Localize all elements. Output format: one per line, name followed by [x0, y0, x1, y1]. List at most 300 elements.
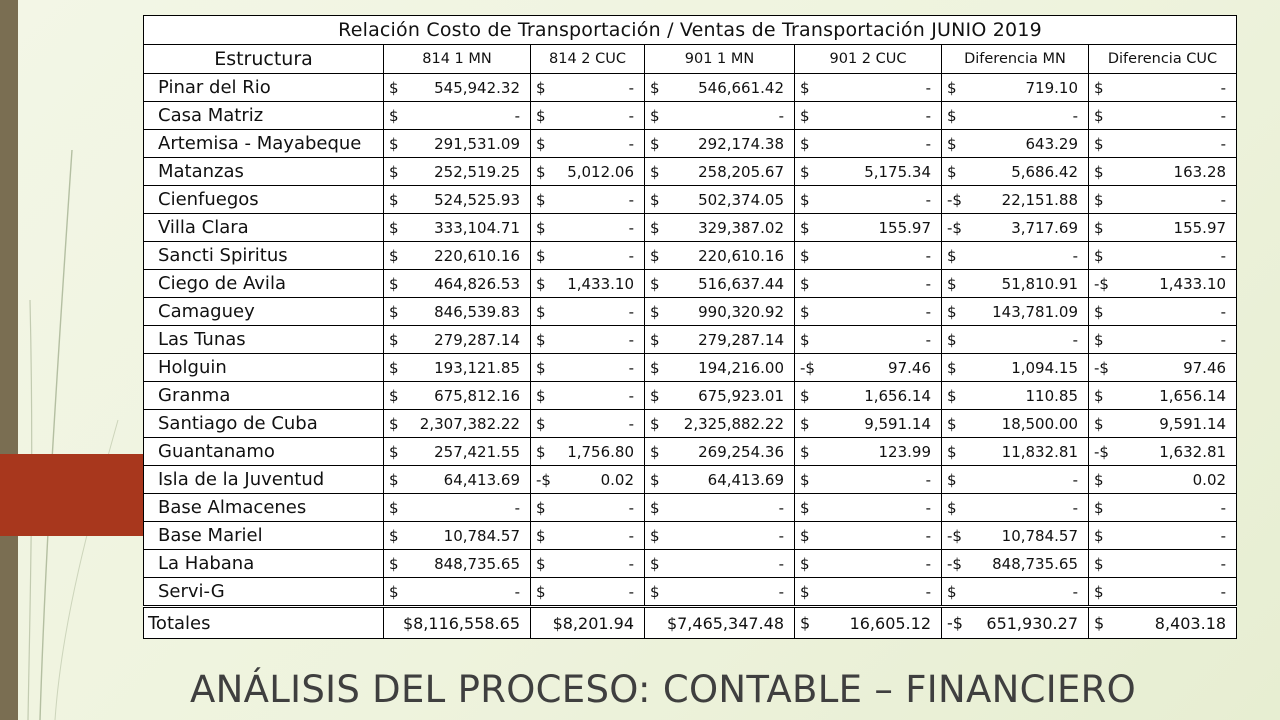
currency-sign: $ — [800, 134, 810, 153]
currency-sign: $ — [1094, 582, 1104, 601]
table-row — [144, 298, 1237, 326]
cell-value: 193,121.85 — [434, 358, 520, 377]
currency-sign: -$ — [536, 470, 551, 489]
currency-sign: -$ — [1094, 274, 1109, 293]
currency-sign: $ — [800, 162, 810, 181]
table-cell — [384, 186, 531, 214]
cell-value: 291,531.09 — [434, 134, 520, 153]
table-cell — [942, 494, 1089, 522]
cell-value: 18,500.00 — [1001, 414, 1078, 433]
column-header: 901 1 MN — [645, 45, 795, 74]
currency-sign: $ — [800, 470, 810, 489]
table-cell — [531, 102, 645, 130]
table-cell — [531, 74, 645, 102]
table-cell — [942, 550, 1089, 578]
currency-sign: $ — [650, 582, 660, 601]
cell-value: 5,686.42 — [1011, 162, 1078, 181]
table-cell — [1089, 494, 1237, 522]
currency-sign: $ — [536, 162, 546, 181]
currency-sign: $ — [1094, 134, 1104, 153]
currency-sign: $ — [800, 526, 810, 545]
table-cell — [384, 410, 531, 438]
table-cell — [645, 494, 795, 522]
total-cell — [942, 607, 1089, 639]
currency-sign: $ — [800, 498, 810, 517]
table-cell — [384, 214, 531, 242]
cell-value: 279,287.14 — [698, 330, 784, 349]
currency-sign: $ — [1094, 78, 1104, 97]
currency-sign: $ — [389, 134, 399, 153]
currency-sign: $ — [650, 218, 660, 237]
currency-sign: $ — [1094, 414, 1104, 433]
table-cell — [531, 298, 645, 326]
cell-value: - — [1220, 498, 1227, 517]
cell-value: - — [1072, 330, 1078, 349]
currency-sign: $ — [1094, 302, 1104, 321]
currency-sign: $ — [389, 190, 399, 209]
row-label: Villa Clara — [144, 214, 384, 242]
row-label: Isla de la Juventud — [144, 466, 384, 494]
table-cell — [942, 242, 1089, 270]
table-cell — [531, 326, 645, 354]
cell-value: 2,325,882.22 — [683, 414, 784, 433]
table-cell — [645, 550, 795, 578]
cell-value: - — [628, 106, 634, 125]
cell-value: 64,413.69 — [443, 470, 520, 489]
table-cell — [1089, 522, 1237, 550]
table-cell — [795, 494, 942, 522]
cell-value: $8,201.94 — [552, 613, 634, 633]
table-cell — [795, 270, 942, 298]
table-cell — [645, 298, 795, 326]
cell-value: - — [1220, 190, 1227, 209]
currency-sign: -$ — [1094, 442, 1109, 461]
cell-value: 1,656.14 — [864, 386, 931, 405]
table-cell — [531, 214, 645, 242]
table-cell — [384, 382, 531, 410]
currency-sign: $ — [947, 246, 957, 265]
currency-sign: $ — [650, 106, 660, 125]
table-cell — [942, 270, 1089, 298]
table-cell — [1089, 102, 1237, 130]
currency-sign: $ — [536, 526, 546, 545]
cell-value: - — [925, 134, 931, 153]
currency-sign: $ — [650, 386, 660, 405]
currency-sign: $ — [947, 330, 957, 349]
table-cell — [645, 466, 795, 494]
table-cell — [531, 158, 645, 186]
currency-sign: $ — [536, 414, 546, 433]
currency-sign: $ — [389, 162, 399, 181]
cell-value: - — [925, 582, 931, 601]
cell-value: 155.97 — [1173, 218, 1227, 237]
table-cell — [1089, 578, 1237, 607]
cell-value: 16,605.12 — [849, 613, 931, 633]
cell-value: 220,610.16 — [698, 246, 784, 265]
currency-sign: -$ — [1094, 358, 1109, 377]
currency-sign: $ — [536, 582, 546, 601]
currency-sign: $ — [800, 613, 811, 633]
cell-value: 22,151.88 — [1001, 190, 1078, 209]
table-cell — [645, 186, 795, 214]
cell-value: 10,784.57 — [443, 526, 520, 545]
cell-value: 123.99 — [878, 442, 931, 461]
currency-sign: -$ — [947, 554, 962, 573]
currency-sign: -$ — [947, 526, 962, 545]
table-cell — [531, 130, 645, 158]
currency-sign: $ — [536, 246, 546, 265]
table-cell — [531, 494, 645, 522]
cell-value: - — [514, 582, 520, 601]
table-row — [144, 466, 1237, 494]
table-cell — [942, 298, 1089, 326]
currency-sign: $ — [800, 106, 810, 125]
table-cell — [942, 466, 1089, 494]
currency-sign: $ — [1094, 330, 1104, 349]
table-cell — [795, 158, 942, 186]
row-label: Santiago de Cuba — [144, 410, 384, 438]
currency-sign: $ — [800, 554, 810, 573]
currency-sign: $ — [947, 358, 957, 377]
currency-sign: $ — [536, 134, 546, 153]
table-cell — [1089, 270, 1237, 298]
cell-value: - — [514, 106, 520, 125]
table-cell — [531, 438, 645, 466]
cell-value: - — [628, 302, 634, 321]
cell-value: - — [628, 526, 634, 545]
table-cell — [1089, 74, 1237, 102]
currency-sign: $ — [800, 330, 810, 349]
currency-sign: $ — [1094, 162, 1104, 181]
table-cell — [795, 382, 942, 410]
cell-value: 292,174.38 — [698, 134, 784, 153]
cell-value: - — [778, 582, 784, 601]
cell-value: - — [628, 190, 634, 209]
currency-sign: $ — [800, 246, 810, 265]
currency-sign: $ — [800, 414, 810, 433]
table-cell — [384, 74, 531, 102]
cell-value: 1,632.81 — [1159, 442, 1227, 461]
cell-value: 194,216.00 — [698, 358, 784, 377]
cell-value: 2,307,382.22 — [419, 414, 520, 433]
cell-value: - — [1220, 330, 1227, 349]
table-cell — [645, 438, 795, 466]
currency-sign: $ — [650, 78, 660, 97]
table-cell — [645, 130, 795, 158]
table-cell — [531, 270, 645, 298]
currency-sign: $ — [389, 274, 399, 293]
totals-label: Totales — [144, 607, 384, 639]
currency-sign: $ — [389, 106, 399, 125]
currency-sign: $ — [650, 246, 660, 265]
table-cell — [942, 326, 1089, 354]
currency-sign: $ — [389, 358, 399, 377]
currency-sign: -$ — [800, 358, 815, 377]
cell-value: - — [1220, 246, 1227, 265]
currency-sign: $ — [800, 190, 810, 209]
table-cell — [942, 354, 1089, 382]
currency-sign: $ — [536, 442, 546, 461]
total-cell — [531, 607, 645, 639]
cell-value: 1,756.80 — [567, 442, 634, 461]
table-header-row — [144, 45, 1237, 74]
table-cell — [1089, 466, 1237, 494]
table-cell — [795, 102, 942, 130]
currency-sign: $ — [536, 78, 546, 97]
cell-value: - — [925, 78, 931, 97]
currency-sign: $ — [536, 498, 546, 517]
currency-sign: $ — [650, 498, 660, 517]
table-cell — [384, 466, 531, 494]
currency-sign: $ — [536, 218, 546, 237]
table-cell — [384, 578, 531, 607]
cell-value: 643.29 — [1025, 134, 1078, 153]
cost-sales-table-wrapper — [143, 15, 1236, 639]
table-row — [144, 578, 1237, 607]
currency-sign: $ — [650, 554, 660, 573]
cell-value: 97.46 — [1183, 358, 1227, 377]
table-cell — [942, 382, 1089, 410]
currency-sign: $ — [947, 274, 957, 293]
table-cell — [942, 74, 1089, 102]
table-cell — [645, 522, 795, 550]
table-cell — [531, 466, 645, 494]
currency-sign: $ — [1094, 554, 1104, 573]
currency-sign: $ — [389, 302, 399, 321]
currency-sign: $ — [389, 498, 399, 517]
cell-value: - — [925, 470, 931, 489]
currency-sign: $ — [947, 498, 957, 517]
table-cell — [795, 438, 942, 466]
cell-value: - — [925, 274, 931, 293]
cell-value: - — [925, 246, 931, 265]
table-cell — [645, 270, 795, 298]
table-cell — [645, 578, 795, 607]
cell-value: - — [628, 554, 634, 573]
currency-sign: $ — [800, 274, 810, 293]
table-cell — [1089, 354, 1237, 382]
table-cell — [384, 102, 531, 130]
total-cell — [1089, 607, 1237, 639]
currency-sign: $ — [1094, 386, 1104, 405]
row-label: Guantanamo — [144, 438, 384, 466]
currency-sign: $ — [650, 274, 660, 293]
table-cell — [795, 410, 942, 438]
cell-value: - — [628, 358, 634, 377]
table-cell — [795, 326, 942, 354]
table-cell — [384, 130, 531, 158]
cell-value: 64,413.69 — [707, 470, 784, 489]
table-row — [144, 438, 1237, 466]
column-header: Diferencia MN — [942, 45, 1089, 74]
total-cell — [384, 607, 531, 639]
cell-value: - — [925, 302, 931, 321]
cell-value: - — [628, 498, 634, 517]
row-label: Base Almacenes — [144, 494, 384, 522]
table-row — [144, 102, 1237, 130]
cell-value: 9,591.14 — [864, 414, 931, 433]
currency-sign: $ — [650, 162, 660, 181]
currency-sign: $ — [389, 526, 399, 545]
row-label: Matanzas — [144, 158, 384, 186]
cell-value: $8,116,558.65 — [402, 613, 520, 633]
currency-sign: $ — [650, 190, 660, 209]
cost-sales-table — [143, 15, 1237, 639]
table-cell — [384, 522, 531, 550]
table-row — [144, 410, 1237, 438]
cell-value: 5,175.34 — [864, 162, 931, 181]
cell-value: 1,433.10 — [1159, 274, 1227, 293]
left-decorative-bar — [0, 0, 18, 720]
currency-sign: $ — [389, 78, 399, 97]
cell-value: 155.97 — [878, 218, 931, 237]
currency-sign: $ — [1094, 470, 1104, 489]
table-cell — [795, 522, 942, 550]
cell-value: - — [925, 190, 931, 209]
currency-sign: $ — [1094, 106, 1104, 125]
table-cell — [645, 158, 795, 186]
table-cell — [942, 522, 1089, 550]
cell-value: 163.28 — [1173, 162, 1227, 181]
row-label: Sancti Spiritus — [144, 242, 384, 270]
table-cell — [795, 130, 942, 158]
table-cell — [942, 130, 1089, 158]
cell-value: 269,254.36 — [698, 442, 784, 461]
table-cell — [795, 74, 942, 102]
currency-sign: -$ — [947, 190, 962, 209]
currency-sign: $ — [650, 358, 660, 377]
table-cell — [1089, 438, 1237, 466]
currency-sign: $ — [800, 442, 810, 461]
table-cell — [1089, 214, 1237, 242]
table-cell — [645, 242, 795, 270]
currency-sign: $ — [650, 330, 660, 349]
cell-value: - — [925, 554, 931, 573]
column-header: Estructura — [144, 45, 384, 74]
currency-sign: $ — [1094, 526, 1104, 545]
table-cell — [942, 158, 1089, 186]
column-header: 901 2 CUC — [795, 45, 942, 74]
cell-value: 51,810.91 — [1001, 274, 1078, 293]
table-cell — [384, 242, 531, 270]
cell-value: - — [925, 498, 931, 517]
table-cell — [1089, 130, 1237, 158]
cell-value: 220,610.16 — [434, 246, 520, 265]
table-cell — [384, 326, 531, 354]
table-cell — [1089, 550, 1237, 578]
table-cell — [531, 382, 645, 410]
cell-value: 1,656.14 — [1159, 386, 1227, 405]
cell-value: - — [514, 498, 520, 517]
table-cell — [645, 382, 795, 410]
row-label: La Habana — [144, 550, 384, 578]
row-label: Casa Matriz — [144, 102, 384, 130]
cell-value: 110.85 — [1025, 386, 1078, 405]
currency-sign: $ — [389, 442, 399, 461]
cell-value: $7,465,347.48 — [666, 613, 784, 633]
cell-value: - — [628, 218, 634, 237]
table-row — [144, 242, 1237, 270]
table-cell — [942, 186, 1089, 214]
table-cell — [645, 326, 795, 354]
cell-value: 464,826.53 — [434, 274, 520, 293]
currency-sign: $ — [1094, 498, 1104, 517]
cell-value: - — [628, 582, 634, 601]
table-cell — [1089, 382, 1237, 410]
currency-sign: $ — [536, 358, 546, 377]
cell-value: - — [628, 78, 634, 97]
cell-value: 9,591.14 — [1159, 414, 1227, 433]
table-cell — [942, 410, 1089, 438]
cell-value: - — [1220, 134, 1227, 153]
table-cell — [942, 214, 1089, 242]
currency-sign: $ — [536, 554, 546, 573]
currency-sign: -$ — [947, 613, 963, 633]
table-row — [144, 326, 1237, 354]
currency-sign: $ — [389, 470, 399, 489]
table-cell — [795, 354, 942, 382]
cell-value: 279,287.14 — [434, 330, 520, 349]
currency-sign: $ — [536, 330, 546, 349]
currency-sign: $ — [947, 386, 957, 405]
cell-value: 1,433.10 — [567, 274, 634, 293]
table-cell — [942, 102, 1089, 130]
table-cell — [384, 354, 531, 382]
table-cell — [531, 242, 645, 270]
row-label: Base Mariel — [144, 522, 384, 550]
cell-value: - — [1220, 554, 1227, 573]
cell-value: 524,525.93 — [434, 190, 520, 209]
currency-sign: $ — [389, 218, 399, 237]
currency-sign: $ — [389, 554, 399, 573]
table-row — [144, 270, 1237, 298]
currency-sign: $ — [536, 386, 546, 405]
row-label: Las Tunas — [144, 326, 384, 354]
totals-row — [144, 607, 1237, 639]
currency-sign: $ — [947, 162, 957, 181]
cell-value: 651,930.27 — [986, 613, 1078, 633]
cell-value: 143,781.09 — [992, 302, 1078, 321]
table-cell — [384, 494, 531, 522]
table-cell — [1089, 242, 1237, 270]
cell-value: - — [778, 526, 784, 545]
row-label: Pinar del Rio — [144, 74, 384, 102]
cell-value: 502,374.05 — [698, 190, 784, 209]
cell-value: - — [628, 330, 634, 349]
table-row — [144, 522, 1237, 550]
row-label: Granma — [144, 382, 384, 410]
column-header: 814 2 CUC — [531, 45, 645, 74]
currency-sign: $ — [800, 78, 810, 97]
cell-value: - — [1220, 78, 1227, 97]
table-cell — [795, 466, 942, 494]
cell-value: 333,104.71 — [434, 218, 520, 237]
table-cell — [645, 74, 795, 102]
cell-value: 329,387.02 — [698, 218, 784, 237]
cell-value: - — [628, 134, 634, 153]
table-cell — [531, 550, 645, 578]
currency-sign: $ — [947, 134, 957, 153]
cell-value: 516,637.44 — [698, 274, 784, 293]
currency-sign: $ — [800, 302, 810, 321]
cell-value: 0.02 — [600, 470, 634, 489]
currency-sign: -$ — [947, 218, 962, 237]
currency-sign: $ — [1094, 190, 1104, 209]
table-cell — [531, 578, 645, 607]
currency-sign: $ — [650, 470, 660, 489]
currency-sign: $ — [389, 414, 399, 433]
cell-value: 848,735.65 — [434, 554, 520, 573]
